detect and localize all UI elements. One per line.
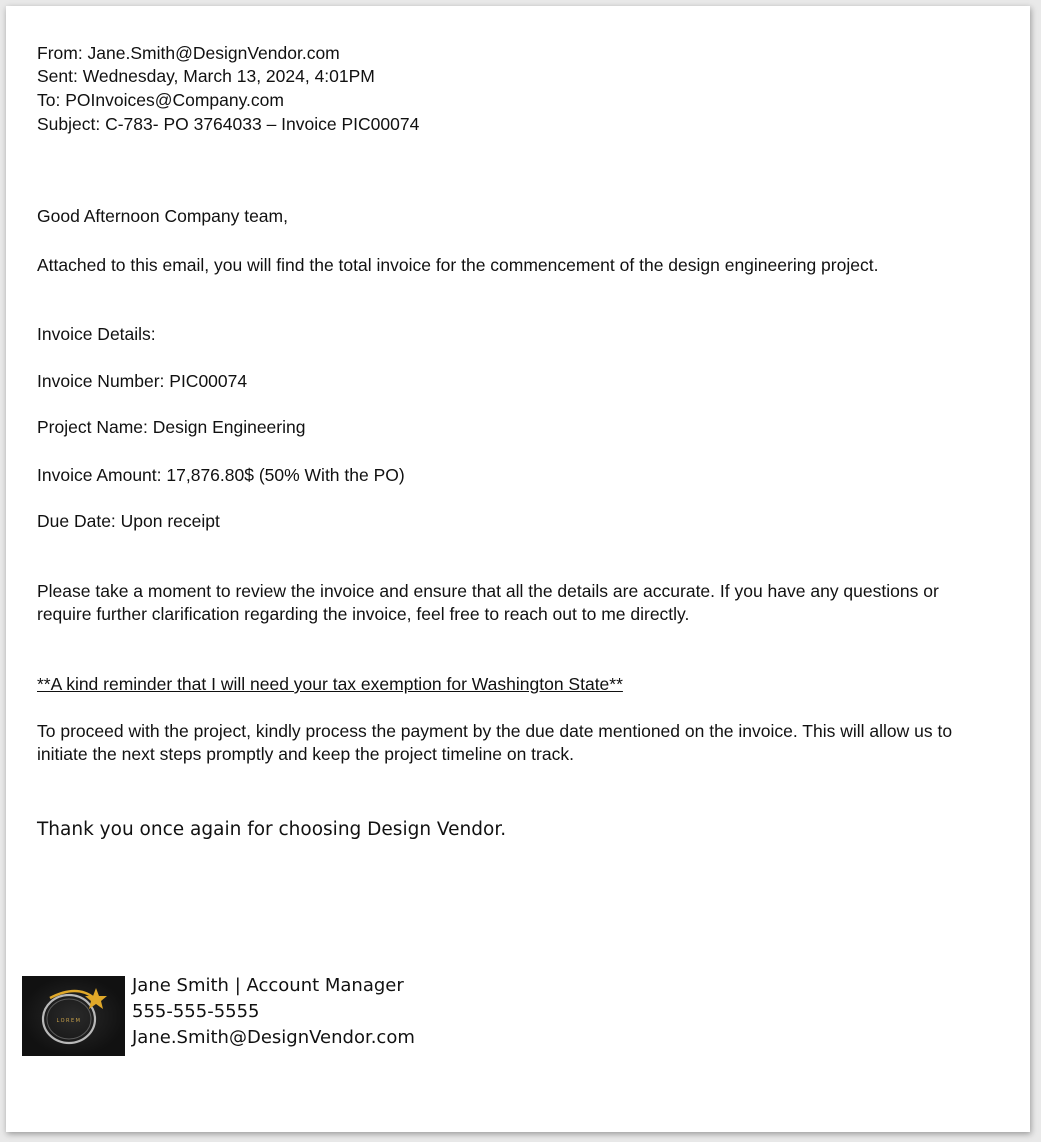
signature-name-title: Jane Smith | Account Manager — [132, 975, 404, 996]
due-date: Due Date: Upon receipt — [37, 511, 220, 531]
logo-text: LOREM — [56, 1018, 82, 1024]
invoice-amount: Invoice Amount: 17,876.80$ (50% With the PO) — [37, 465, 405, 485]
invoice-number: Invoice Number: PIC00074 — [37, 371, 248, 391]
from-line: From: Jane.Smith@DesignVendor.com — [37, 43, 340, 63]
company-logo — [22, 976, 125, 1056]
signature-email[interactable]: Jane.Smith@DesignVendor.com — [132, 1027, 415, 1048]
to-line: To: POInvoices@Company.com — [37, 90, 284, 110]
invoice-details-heading: Invoice Details: — [37, 324, 156, 344]
tax-exemption-reminder: **A kind reminder that I will need your tax exemption for Washington State** — [37, 674, 623, 694]
subject-line: Subject: C-783- PO 3764033 – Invoice PIC00074 — [37, 114, 420, 134]
greeting: Good Afternoon Company team, — [37, 206, 288, 226]
signature-phone: 555-555-5555 — [132, 1001, 260, 1022]
sent-line: Sent: Wednesday, March 13, 2024, 4:01PM — [37, 66, 375, 86]
star-ring-logo-icon — [22, 976, 125, 1056]
intro-paragraph: Attached to this email, you will find the total invoice for the commencement of the design engineering project. — [37, 255, 879, 275]
project-name: Project Name: Design Engineering — [37, 417, 306, 437]
closing-thanks: Thank you once again for choosing Design Vendor. — [37, 819, 507, 840]
payment-paragraph: To proceed with the project, kindly process the payment by the due date mentioned on the invoice. This will allow us to initiate the next steps promptly and keep the project timeline on track. — [37, 721, 953, 764]
review-paragraph: Please take a moment to review the invoice and ensure that all the details are accurate. If you have any questions or require further clarification regarding the invoice, feel free to reach out to me directly. — [37, 581, 939, 624]
email-document — [6, 6, 1030, 1132]
